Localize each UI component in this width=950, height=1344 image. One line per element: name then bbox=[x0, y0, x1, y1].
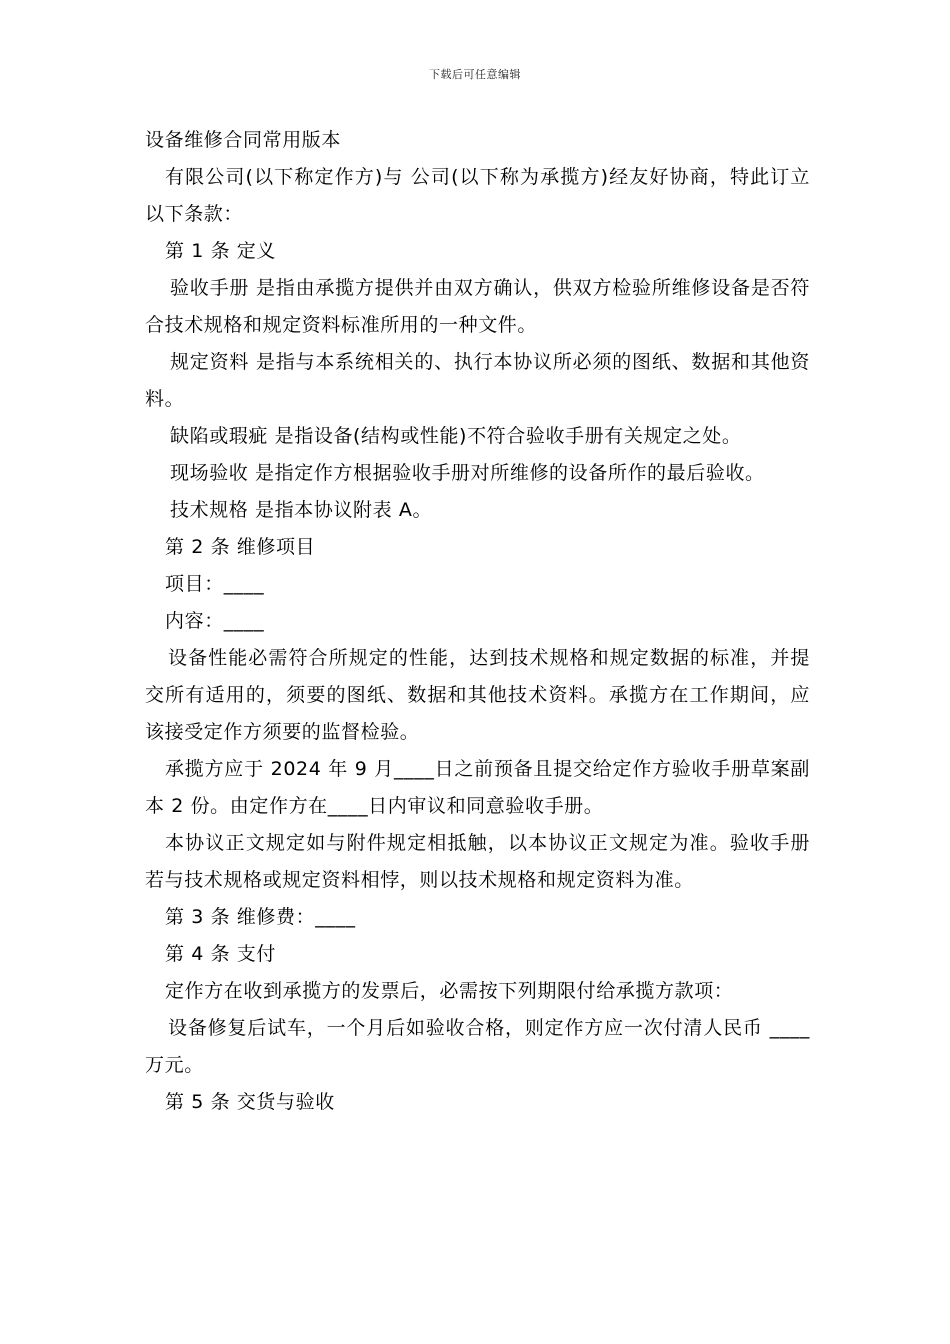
definition-paragraph: 技术规格 是指本协议附表 A。 bbox=[170, 499, 433, 521]
header-note: 下载后可任意编辑 bbox=[429, 68, 521, 81]
body-paragraph: 定作方在收到承揽方的发票后，必需按下列期限付给承揽方款项： bbox=[165, 980, 734, 1002]
preamble-paragraph: 有限公司(以下称定作方)与 公司(以下称为承揽方)经友好协商，特此订立以下条款： bbox=[145, 166, 810, 225]
definition-paragraph: 缺陷或瑕疵 是指设备(结构或性能)不符合验收手册有关规定之处。 bbox=[170, 425, 742, 447]
field-line: 项目：____ bbox=[165, 573, 265, 595]
body-paragraph: 设备修复后试车，一个月后如验收合格，则定作方应一次付清人民币 ____万元。 bbox=[145, 1017, 810, 1076]
article-heading: 第 3 条 维修费：____ bbox=[165, 906, 356, 928]
article-heading: 第 1 条 定义 bbox=[165, 240, 277, 262]
article-heading: 第 5 条 交货与验收 bbox=[165, 1091, 335, 1113]
document-body bbox=[145, 122, 810, 1121]
body-paragraph: 设备性能必需符合所规定的性能，达到技术规格和规定数据的标准，并提交所有适用的，须要的图纸、数据和其他技术资料。承揽方在工作期间，应该接受定作方须要的监督检验。 bbox=[145, 647, 810, 743]
field-line: 内容：____ bbox=[165, 610, 265, 632]
definition-paragraph: 规定资料 是指与本系统相关的、执行本协议所必须的图纸、数据和其他资料。 bbox=[145, 351, 810, 410]
document-title: 设备维修合同常用版本 bbox=[145, 129, 342, 151]
article-heading: 第 2 条 维修项目 bbox=[165, 536, 316, 558]
body-paragraph: 承揽方应于 2024 年 9 月____日之前预备且提交给定作方验收手册草案副本 2 份。由定作方在____日内审议和同意验收手册。 bbox=[145, 758, 810, 817]
article-heading: 第 4 条 支付 bbox=[165, 943, 277, 965]
definition-paragraph: 现场验收 是指定作方根据验收手册对所维修的设备所作的最后验收。 bbox=[170, 462, 765, 484]
definition-paragraph: 验收手册 是指由承揽方提供并由双方确认，供双方检验所维修设备是否符合技术规格和规定资料标准所用的一种文件。 bbox=[145, 277, 810, 336]
body-paragraph: 本协议正文规定如与附件规定相抵触，以本协议正文规定为准。验收手册若与技术规格或规定资料相悖，则以技术规格和规定资料为准。 bbox=[145, 832, 810, 891]
